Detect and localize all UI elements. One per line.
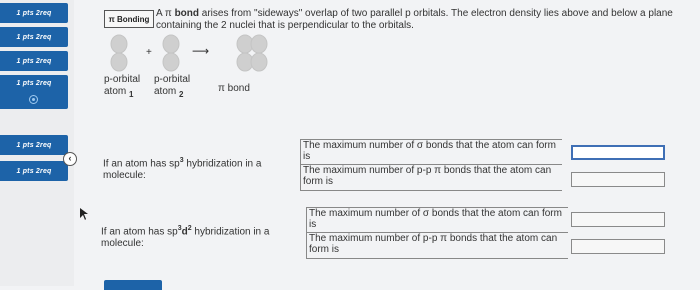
question-text: If an atom has sp <box>101 226 178 238</box>
superscript: 2 <box>187 225 192 232</box>
sidebar-item-q3[interactable] <box>0 51 68 71</box>
answer-label: The maximum number of p-p π bonds that the atom can form is <box>303 165 552 187</box>
pi-bond-label: π bond <box>218 83 250 94</box>
sidebar-item-q6[interactable] <box>0 161 68 181</box>
q2-pi-bonds-input[interactable] <box>571 239 665 254</box>
intro-text <box>156 8 676 32</box>
p-orbital-atom2-icon <box>163 35 179 71</box>
sidebar-item-label: 1 pts 2req <box>16 33 52 41</box>
answer-label: The maximum number of σ bonds that the atom can form is <box>303 140 556 162</box>
question-text-d: d <box>181 226 188 238</box>
superscript: 3 <box>179 157 184 164</box>
question-2-answers <box>306 207 568 261</box>
answer-row-pi <box>306 233 568 259</box>
answer-row-sigma <box>300 139 562 165</box>
submit-button[interactable] <box>104 280 162 290</box>
sidebar-item-label: 1 pts 2req <box>16 80 52 87</box>
plus-sign: + <box>146 47 152 58</box>
p-orbital-atom1-icon <box>111 35 127 71</box>
answer-row-sigma <box>306 207 568 233</box>
question-1-text <box>103 155 288 182</box>
intro-bold: bond <box>174 8 200 19</box>
label-text: p-orbital <box>104 74 141 85</box>
q1-pi-bonds-input[interactable] <box>571 172 665 187</box>
label-text: p-orbital <box>154 74 191 85</box>
question-text: hybridization in a molecule: <box>101 226 270 250</box>
sidebar-item-q5[interactable] <box>0 135 68 155</box>
label-subscript: 2 <box>179 90 184 99</box>
sidebar-item-label: 1 pts 2req <box>16 9 52 17</box>
pi-bonding-tag: π Bonding <box>104 10 154 28</box>
pi-bond-orbital-icon <box>237 35 267 71</box>
question-text: If an atom has sp <box>103 158 180 170</box>
answer-label: The maximum number of p-p π bonds that the atom can form is <box>309 233 558 255</box>
label-subscript: 1 <box>129 90 134 99</box>
question-1-answers <box>300 139 562 193</box>
label-text: atom <box>154 86 180 97</box>
intro-text-b: arises from "sideways" overlap of two parallel p orbitals. The electron density lies above and below a plane containing the 2 nuclei that is perpendicular to the orbitals. <box>156 8 673 31</box>
sidebar-item-q1[interactable] <box>0 3 68 23</box>
label-text: atom <box>104 86 130 97</box>
sidebar-item-label: 1 pts 2req <box>16 141 52 149</box>
arrow-icon: ⟶ <box>192 44 210 58</box>
superscript: 3 <box>177 225 182 232</box>
q1-sigma-bonds-input[interactable] <box>571 145 665 160</box>
answer-row-pi <box>300 165 562 191</box>
intro-text-a: A π <box>156 8 175 19</box>
sidebar-item-label: 1 pts 2req <box>16 167 52 175</box>
mouse-cursor-icon <box>80 208 88 220</box>
question-sidebar <box>0 0 74 286</box>
orbital-label-atom1 <box>104 74 140 101</box>
current-question-indicator-icon <box>29 95 38 104</box>
sidebar-item-label: 1 pts 2req <box>16 57 52 65</box>
question-2-text <box>101 223 301 250</box>
sidebar-item-q2[interactable] <box>0 27 68 47</box>
collapse-sidebar-button[interactable]: ‹ <box>63 152 77 166</box>
q2-sigma-bonds-input[interactable] <box>571 212 665 227</box>
question-text: hybridization in a molecule: <box>103 158 262 182</box>
orbital-label-atom2 <box>154 74 190 101</box>
answer-label: The maximum number of σ bonds that the atom can form is <box>309 208 562 230</box>
